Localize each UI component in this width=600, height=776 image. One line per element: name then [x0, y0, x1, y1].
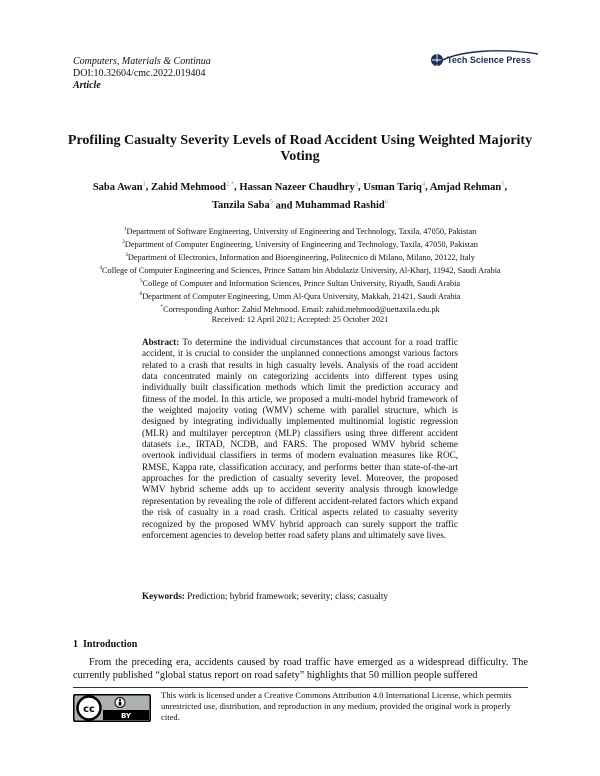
abstract-label: Abstract:	[142, 337, 180, 347]
license-text: This work is licensed under a Creative Commons Attribution 4.0 International License, which permits unrestricted use, distribution, and reproduction in any medium, provided the original work is properly cited.	[161, 690, 512, 722]
affiliation: $^5$College of Computer and Information Sciences, Prince Sultan University, Riyadh, Saudi Arabia	[139, 277, 461, 288]
paper-title: Profiling Casualty Severity Levels of Road Accident Using Weighted Majority Voting	[67, 133, 533, 164]
author: Amjad Rehman$^5$	[429, 180, 505, 193]
keywords-text: Prediction; hybrid framework; severity; class; casualty	[187, 591, 388, 601]
affiliation: $^3$Department of Electronics, Information and Bioengineering, Politecnico di Milano, Milano, 20122, Italy	[125, 251, 475, 262]
intro-paragraph: From the preceding era, accidents caused by road traffic have emerged as a widespread difficulty. The currently published “global status report on road safety” highlights that 50 million people suffered	[73, 657, 528, 681]
cc-by-license-icon[interactable]	[73, 694, 151, 722]
journal-name: Computers, Materials & Continua	[73, 56, 211, 67]
affiliations	[40, 224, 560, 325]
keywords	[142, 591, 458, 602]
article-type: Article	[73, 80, 101, 91]
section-title: Introduction	[83, 639, 138, 650]
svg-text:cc: cc	[83, 704, 95, 715]
abstract-text: To determine the individual circumstances that account for a road traffic accident, it is crucial to consider the unplanned connections amongst various factors related to a crash that results in high casualty levels. Analysis of the road accident data concentrated mainly on categorizing accidents into different types using individually built classification methods which limit the prediction accuracy and fitness of the model. In this article, we proposed a multi-model hybrid framework of the weighted majority voting (WMV) scheme with parallel structure, which is designed by integrating individually implemented multinomial logistic regression (MLR) and multilayer perceptron (MLP) classifiers using three different accident datasets i.e., IRTAD, NCDB, and FARS. The proposed WMV hybrid scheme overtook individual classifiers in terms of modern evaluation measures like ROC, RMSE, Kappa rate, classification accuracy, and performs better than state-of-the-art approaches for the prediction of casualty severity level. Moreover, the proposed WMV hybrid scheme adds up to accident severity analysis through knowledge representation by revealing the role of different accident-related factors which expand the risk of casualty in a road crash. Critical aspects related to casualty severity recognized by the proposed WMV hybrid approach can surely support the traffic enforcement agencies to develop better road safety plans and ultimately save lives.	[142, 337, 458, 540]
author-list: Saba Awan$^1$, Zahid Mehmood$^{2,*}$, Hassan Nazeer Chaudhry$^3$, Usman Tariq$^4$, Amjad Rehman$^5$, Tanzila Saba$^5$ and Muhammad Rashid$^6$	[92, 180, 508, 211]
keywords-label: Keywords:	[142, 591, 185, 601]
publisher-swoosh-icon	[430, 48, 540, 72]
footer-divider	[73, 687, 528, 688]
author-connector: and	[275, 200, 293, 211]
journal-header	[73, 56, 211, 92]
section-number: 1	[73, 639, 78, 650]
author: Zahid Mehmood$^{2,*}$	[151, 180, 235, 193]
affiliation: $^1$Department of Software Engineering, University of Engineering and Technology, Taxila, 47050, Pakistan	[123, 226, 477, 236]
received-date: Received: 12 April 2021; Accepted: 25 October 2021	[211, 314, 389, 324]
cc-badge-text: BY	[120, 712, 132, 720]
affiliation: $^4$College of Computer Engineering and Sciences, Prince Sattam bin Abdulaziz University, Al-Kharj, 11942, Saudi Arabia	[99, 264, 501, 275]
author: Tanzila Saba$^5$	[212, 198, 273, 211]
author: Hassan Nazeer Chaudhry$^3$	[239, 180, 358, 193]
abstract	[142, 337, 458, 541]
author: Saba Awan$^1$	[92, 180, 146, 193]
section-heading	[73, 639, 137, 650]
author: Muhammad Rashid$^6$	[295, 198, 388, 211]
author: Usman Tariq$^4$	[363, 180, 426, 193]
publisher-logo	[430, 52, 536, 68]
publisher-name: Tech Science Press	[447, 55, 531, 65]
affiliation: $^2$Department of Computer Engineering, University of Engineering and Technology, Taxila, 47050, Pakistan	[122, 238, 478, 249]
corresponding-author: *Corresponding Author: Zahid Mehmood. Email: zahid.mehmood@uettaxila.edu.pk	[160, 303, 440, 314]
affiliation: $^6$Department of Computer Engineering, Umm Al-Qura University, Makkah, 21421, Saudi Arabia	[139, 290, 461, 301]
doi[interactable]: DOI:10.32604/cmc.2022.019404	[73, 68, 206, 79]
